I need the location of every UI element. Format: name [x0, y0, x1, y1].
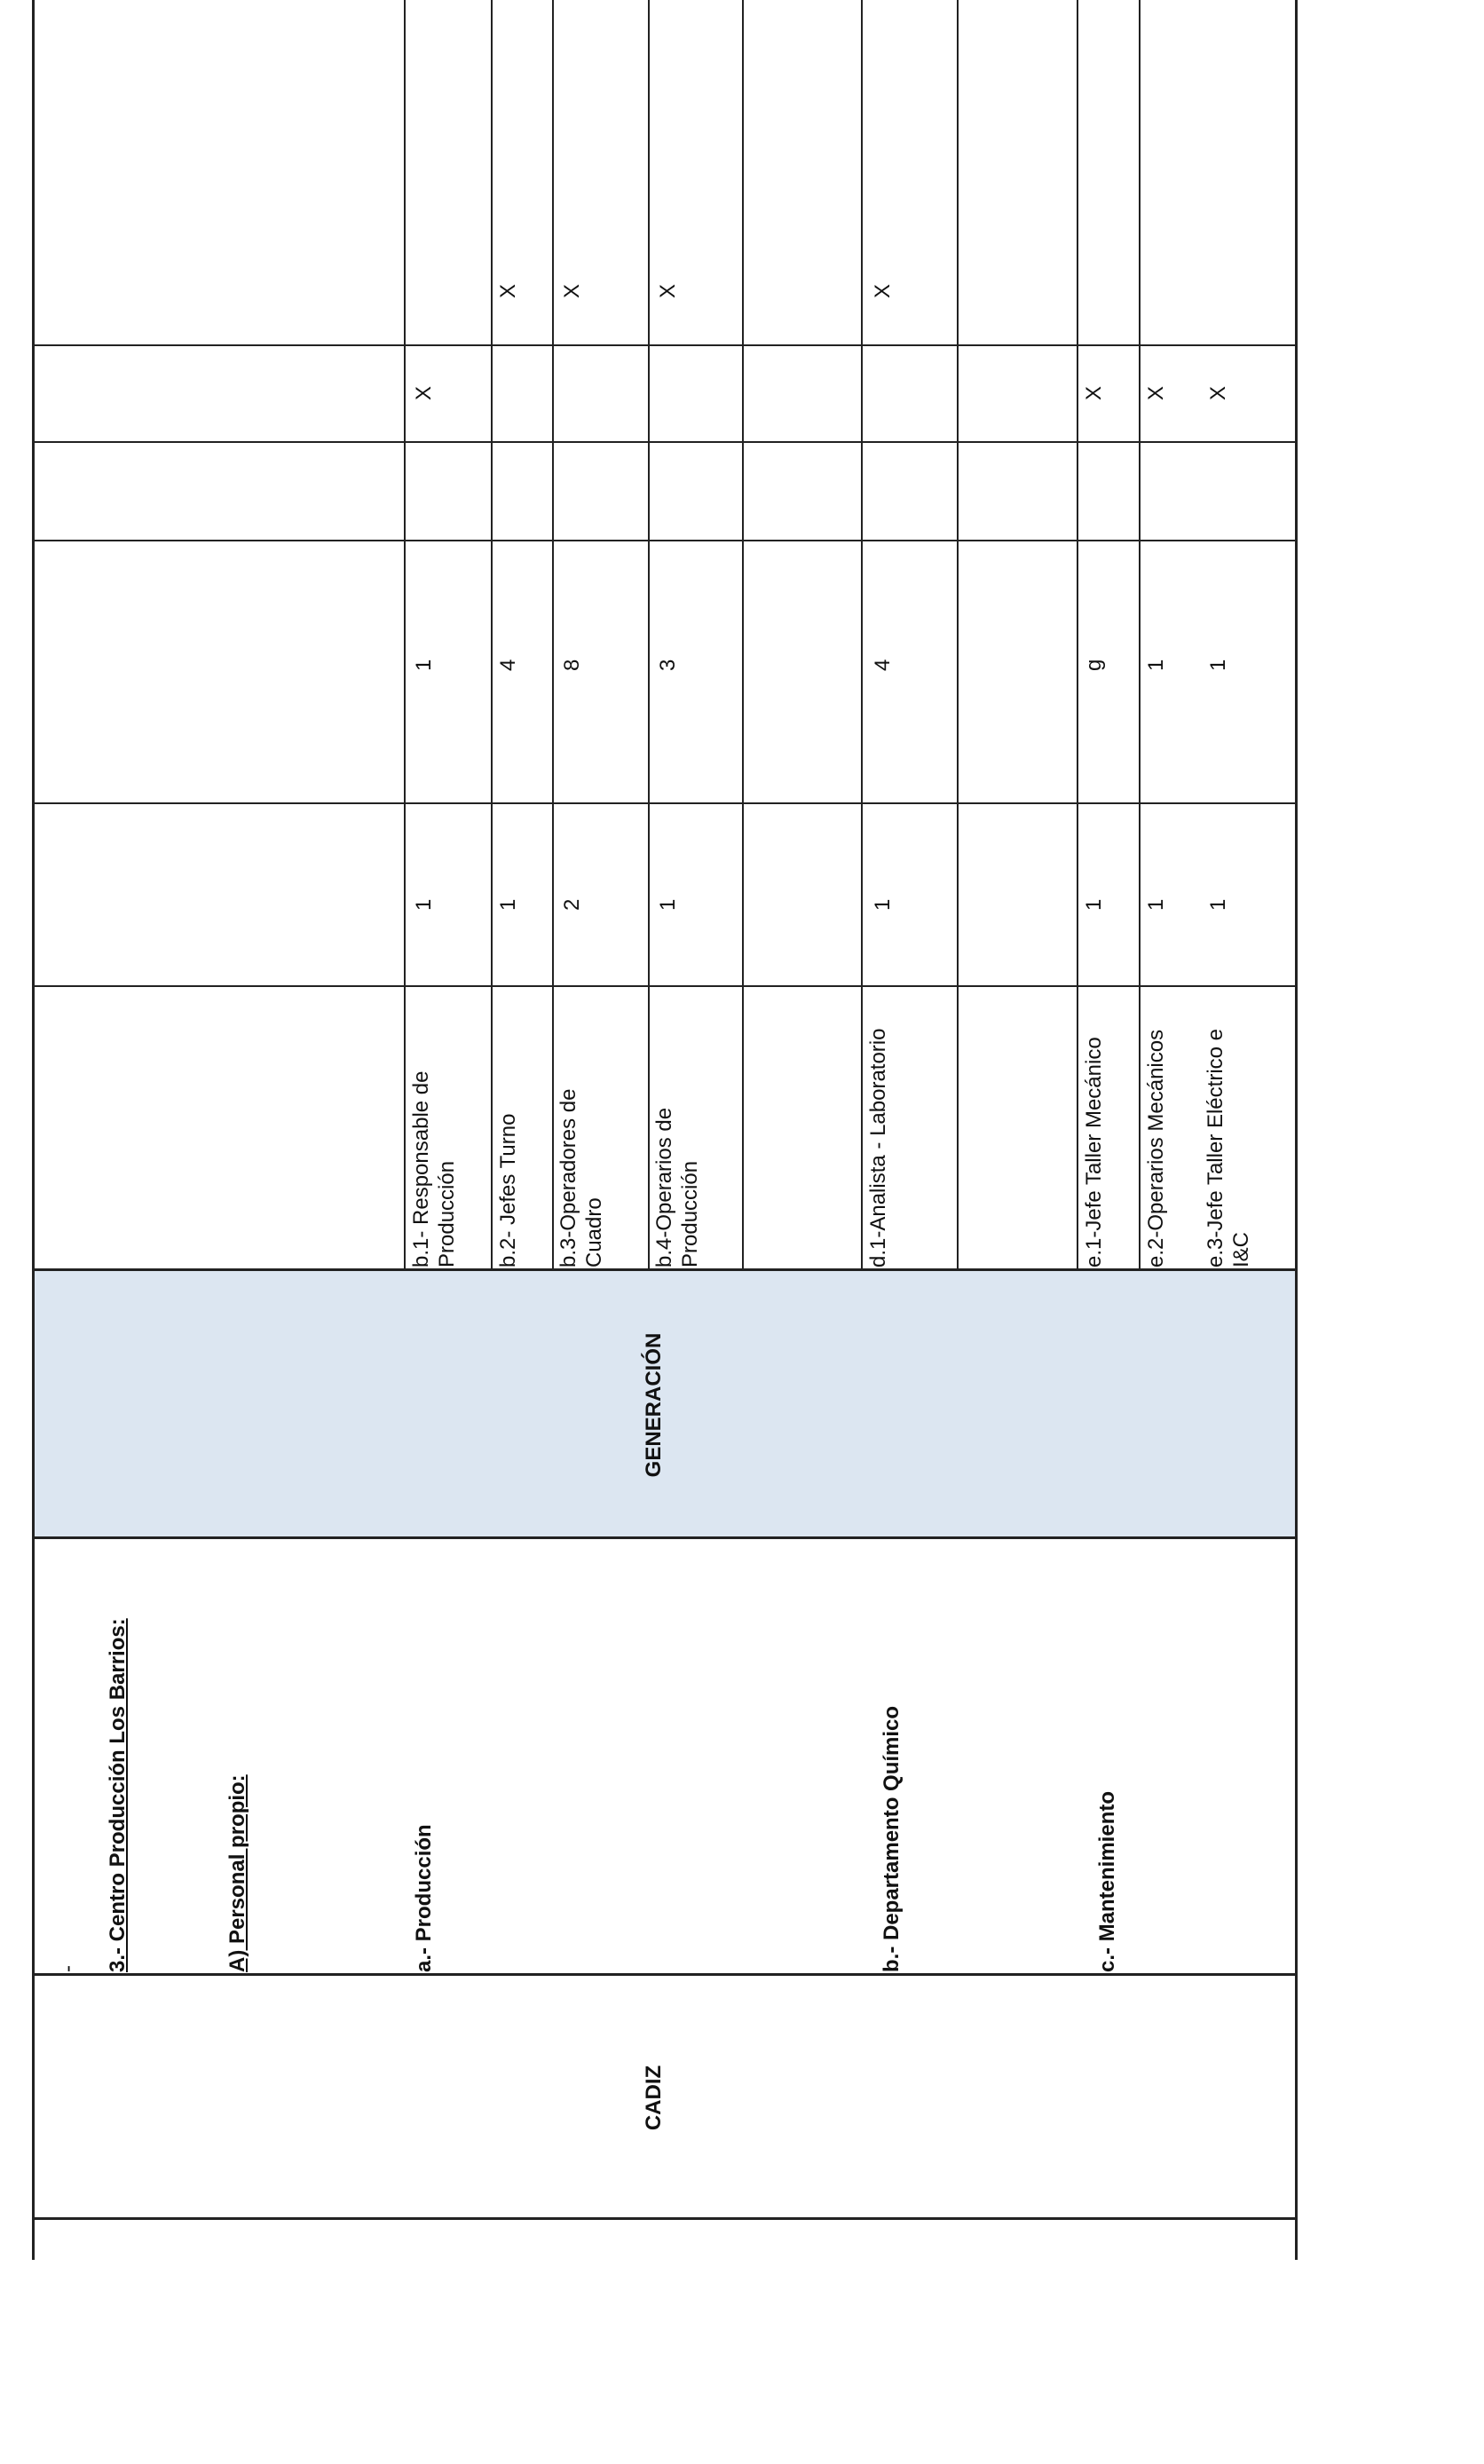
rule-role-right — [32, 985, 1298, 987]
rule-top — [32, 0, 35, 2260]
cell-c5: X — [656, 283, 680, 298]
cell-c4: X — [1082, 385, 1106, 400]
cell-c1: 1 — [656, 898, 680, 911]
cell-c2: g — [1082, 659, 1106, 671]
cell-c1: 1 — [871, 898, 895, 911]
cell-c1: 1 — [412, 898, 436, 911]
rule-r9 — [1139, 0, 1141, 1271]
rule-r1 — [404, 0, 406, 1271]
cell-c2: 1 — [1144, 659, 1168, 671]
dash-mark: - — [56, 1965, 80, 1972]
cell-c5: X — [871, 283, 895, 298]
role-label: e.1-Jefe Taller Mecánico — [1082, 1037, 1106, 1268]
cell-c1: 1 — [1206, 898, 1230, 911]
role-label: e.3-Jefe Taller Eléctrico e I&C — [1204, 1028, 1253, 1268]
cell-c1: 1 — [1082, 898, 1106, 911]
cell-c2: 3 — [656, 659, 680, 671]
province-label: CADIZ — [642, 2065, 666, 2131]
rule-r8 — [1077, 0, 1078, 1271]
cell-c2: 1 — [1206, 659, 1230, 671]
cell-c2: 1 — [412, 659, 436, 671]
role-label: e.2-Operarios Mecánicos — [1144, 1029, 1168, 1268]
cell-c2: 4 — [871, 659, 895, 671]
cell-c5: X — [496, 283, 520, 298]
cell-c4: X — [412, 385, 436, 400]
rule-r2 — [491, 0, 493, 1271]
cell-c1: 1 — [496, 898, 520, 911]
dept-produccion: a.- Producción — [412, 1824, 436, 1972]
cell-c1: 1 — [1144, 898, 1168, 911]
role-label: b.1- Responsable de Producción — [409, 1070, 459, 1268]
cell-c4: X — [1144, 385, 1168, 400]
role-label: d.1-Analista - Laboratorio — [866, 1028, 890, 1268]
rule-c3-right — [32, 441, 1298, 443]
dept-mantenimiento: c.- Mantenimiento — [1095, 1790, 1119, 1972]
rule-r4 — [648, 0, 650, 1271]
rule-r5 — [742, 0, 744, 1271]
cell-c2: 4 — [496, 659, 520, 671]
cell-c4: X — [1206, 385, 1230, 400]
rule-bottom — [1295, 0, 1298, 2260]
rule-c1-right — [32, 802, 1298, 804]
rule-c4-right — [32, 344, 1298, 346]
cell-c1: 2 — [560, 898, 584, 911]
dept-quimico: b.- Departamento Químico — [880, 1705, 904, 1972]
rule-r7 — [957, 0, 959, 1271]
cell-c2: 8 — [560, 659, 584, 671]
area-label: GENERACIÓN — [642, 1332, 666, 1478]
section-title: A) Personal propio: — [225, 1774, 249, 1972]
role-label: b.4-Operarios de Producción — [652, 1107, 702, 1268]
rule-r3 — [552, 0, 554, 1271]
rule-r6 — [861, 0, 863, 1271]
role-label: b.3-Operadores de Cuadro — [556, 1088, 606, 1268]
role-label: b.2- Jefes Turno — [496, 1113, 520, 1268]
rule-c2-right — [32, 540, 1298, 541]
cell-c5: X — [560, 283, 584, 298]
center-title: 3.- Centro Producción Los Barrios: — [106, 1618, 130, 1972]
